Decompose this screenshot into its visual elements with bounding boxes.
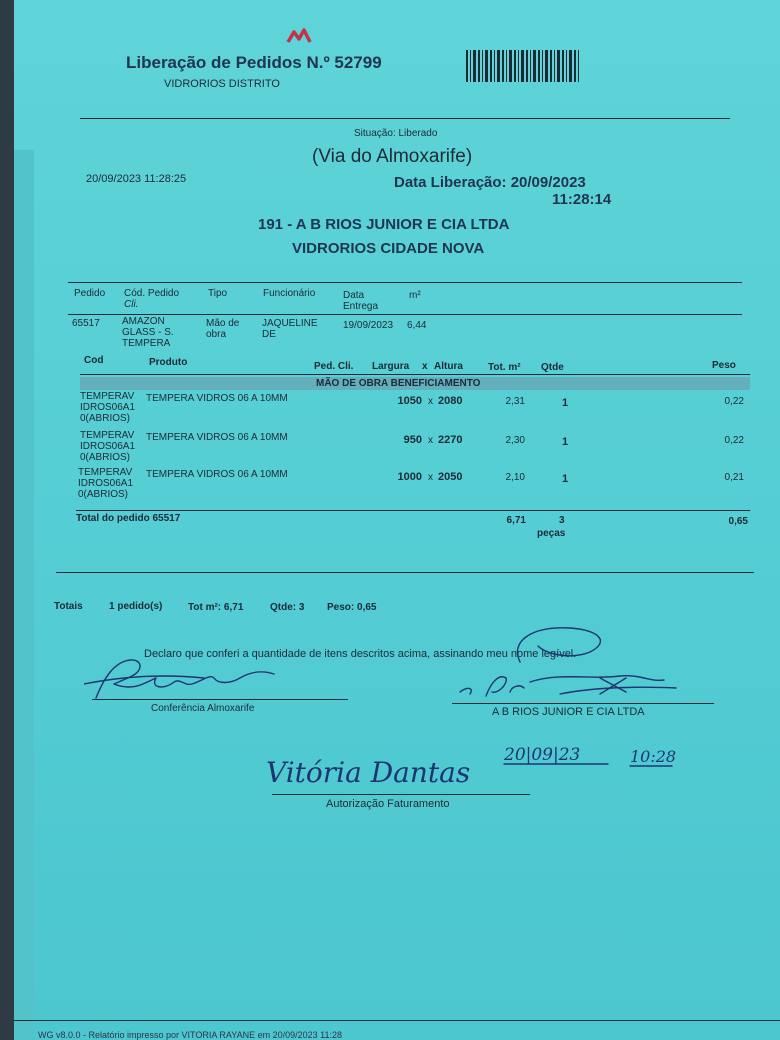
order-client-line3: TEMPERA <box>122 338 171 349</box>
col-cod: Cod <box>84 355 104 366</box>
branch-name: VIDRORIOS CIDADE NOVA <box>292 240 485 257</box>
item-code <box>80 391 135 424</box>
item-tot-m2: 2,31 <box>505 396 525 407</box>
document-page <box>14 0 780 1040</box>
divider <box>80 118 730 119</box>
company-logo <box>286 28 312 49</box>
order-delivery-date: 19/09/2023 <box>343 320 394 331</box>
col-qtde: Qtde <box>541 362 564 373</box>
order-client-line2: GLASS - S. <box>122 327 174 338</box>
divider <box>68 314 742 315</box>
item-code-line1: TEMPERAV <box>78 467 133 478</box>
order-number: 65517 <box>72 318 100 329</box>
status-text: Situação: Liberado <box>354 128 438 139</box>
item-peso: 0,22 <box>724 435 744 446</box>
col-ped-cli: Ped. Cli. <box>314 361 354 372</box>
col-largura: Largura <box>372 361 410 372</box>
order-total-qtde: 3 <box>559 515 565 526</box>
order-type-line1: Mão de <box>206 318 240 329</box>
page-title: Liberação de Pedidos N.º 52799 <box>126 53 382 72</box>
col-cod-pedido-line2: Cli. <box>124 299 139 310</box>
item-largura: 1000 <box>397 471 422 483</box>
barcode-image <box>466 50 581 82</box>
print-datetime: 20/09/2023 11:28:25 <box>86 173 187 185</box>
section-band-label: MÃO DE OBRA BENEFICIAMENTO <box>316 378 481 389</box>
totals-m2: Tot m²: 6,71 <box>188 602 244 613</box>
item-product: TEMPERA VIDROS 06 A 10MM <box>146 432 288 443</box>
col-data-line1: Data <box>343 290 365 301</box>
footer-text: WG v8.0.0 - Relatório impresso por VITORIA RAYANE em 20/09/2023 11:28 <box>38 1030 342 1040</box>
handwritten-signature-conferencia <box>84 648 304 706</box>
item-tot-m2: 2,30 <box>505 435 525 446</box>
item-code-line3: 0(ABRIOS) <box>80 413 131 424</box>
col-pedido: Pedido <box>74 288 106 299</box>
item-qtde: 1 <box>562 436 569 448</box>
release-time: 11:28:14 <box>552 191 612 208</box>
totals-orders: 1 pedido(s) <box>109 601 163 612</box>
item-product: TEMPERA VIDROS 06 A 10MM <box>146 469 288 480</box>
signature-label-autorizacao: Autorização Faturamento <box>326 798 450 810</box>
order-type-line2: obra <box>206 329 227 340</box>
item-x: x <box>428 435 433 446</box>
order-client-line1: AMAZON <box>122 316 165 327</box>
customer-name: 191 - A B RIOS JUNIOR E CIA LTDA <box>258 216 510 233</box>
item-peso: 0,21 <box>724 472 744 483</box>
item-code <box>78 467 133 500</box>
release-date: Data Liberação: 20/09/2023 <box>394 174 586 191</box>
col-altura: Altura <box>434 361 463 372</box>
col-tipo: Tipo <box>208 288 228 299</box>
col-data-entrega <box>343 290 378 312</box>
order-employee-line2: DE <box>262 329 276 340</box>
item-tot-m2: 2,10 <box>505 472 525 483</box>
item-code-line2: IDROS06A1 <box>80 441 136 452</box>
item-peso: 0,22 <box>724 396 744 407</box>
order-total-peso: 0,65 <box>728 516 748 527</box>
signature-label-conferencia: Conferência Almoxarife <box>151 703 255 714</box>
col-x: x <box>422 361 428 372</box>
handwritten-time-text: 10:28 <box>630 747 677 766</box>
copy-type: (Via do Almoxarife) <box>312 146 473 167</box>
col-cod-pedido <box>124 288 179 310</box>
col-funcionario: Funcionário <box>263 288 316 299</box>
col-data-line2: Entrega <box>343 301 379 312</box>
order-client <box>122 316 174 349</box>
totals-qtde: Qtde: 3 <box>270 602 305 613</box>
item-product: TEMPERA VIDROS 06 A 10MM <box>146 393 288 404</box>
handwritten-name-text: Vitória Dantas <box>266 756 471 789</box>
item-code-line2: IDROS06A1 <box>78 478 134 489</box>
item-altura: 2050 <box>438 471 463 483</box>
col-peso: Peso <box>712 360 736 371</box>
item-qtde: 1 <box>562 473 569 485</box>
handwritten-signature-customer <box>450 622 696 704</box>
item-qtde: 1 <box>562 397 569 409</box>
divider <box>76 510 750 511</box>
col-tot-m2: Tot. m² <box>488 362 521 373</box>
col-produto: Produto <box>149 357 188 368</box>
divider <box>68 282 742 283</box>
footer-divider <box>14 1020 780 1021</box>
item-code <box>80 430 135 463</box>
col-cod-pedido-line1: Cód. Pedido <box>124 288 180 299</box>
totals-weight: Peso: 0,65 <box>327 602 377 613</box>
order-m2: 6,44 <box>407 320 427 331</box>
item-code-line1: TEMPERAV <box>80 430 135 441</box>
totals-label: Totais <box>54 601 83 612</box>
order-total-label: Total do pedido 65517 <box>76 513 181 524</box>
item-altura: 2270 <box>438 434 463 446</box>
company-short-name: VIDRORIOS DISTRITO <box>164 78 280 90</box>
item-code-line2: IDROS06A1 <box>80 402 136 413</box>
item-code-line3: 0(ABRIOS) <box>78 489 129 500</box>
order-total-pecas: peças <box>537 528 566 539</box>
order-type <box>206 318 239 340</box>
underlying-page-edge <box>14 150 34 1040</box>
signature-line-autorizacao <box>272 794 530 795</box>
item-largura: 1050 <box>397 395 422 407</box>
handwritten-date-text: 20|09|23 <box>504 745 581 765</box>
order-total-m2: 6,71 <box>506 515 526 526</box>
order-employee <box>262 318 318 340</box>
divider <box>80 374 750 375</box>
item-code-line3: 0(ABRIOS) <box>80 452 131 463</box>
divider <box>56 572 754 573</box>
signature-label-customer: A B RIOS JUNIOR E CIA LTDA <box>492 706 645 718</box>
item-x: x <box>428 396 433 407</box>
item-largura: 950 <box>403 434 422 446</box>
item-code-line1: TEMPERAV <box>80 391 135 402</box>
handwritten-signature-autorizacao <box>262 748 542 794</box>
col-m2: m² <box>409 290 421 301</box>
item-altura: 2080 <box>438 395 463 407</box>
order-employee-line1: JAQUELINE <box>262 318 318 329</box>
declaration-text: Declaro que conferi a quantidade de itens descritos acima, assinando meu nome legível. <box>144 648 577 660</box>
item-x: x <box>428 472 433 483</box>
